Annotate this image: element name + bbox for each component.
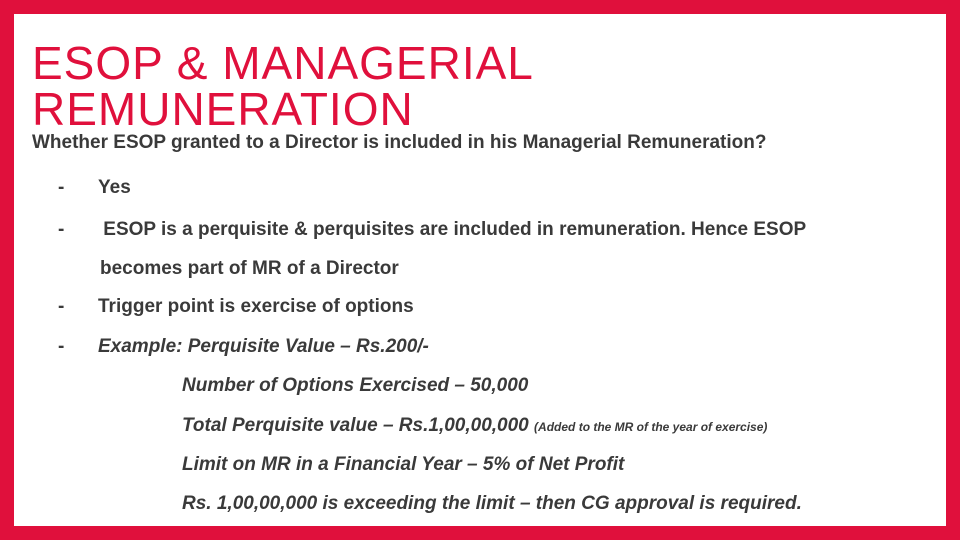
- bullet-text: becomes part of MR of a Director: [100, 258, 399, 279]
- example-line-text: Rs. 1,00,00,000 is exceeding the limit – then CG approval is required.: [182, 493, 802, 514]
- example-line: [182, 454, 624, 476]
- example-line: [182, 415, 767, 437]
- bullet-dash: -: [58, 296, 65, 317]
- bullet-dash: -: [58, 177, 65, 198]
- bullet-text: ESOP is a perquisite & perquisites are included in remuneration. Hence ESOP: [98, 219, 807, 240]
- bullet-item: [58, 219, 806, 241]
- bullet-item: [58, 296, 414, 318]
- bullet-list: [14, 14, 946, 526]
- bullet-text: Yes: [98, 177, 131, 198]
- example-line-note: (Added to the MR of the year of exercise): [534, 420, 768, 434]
- question-text: Whether ESOP granted to a Director is included in his Managerial Remuneration?: [32, 132, 767, 153]
- bullet-continuation: [100, 258, 399, 280]
- slide: [14, 14, 946, 526]
- slide-title: ESOP & MANAGERIAL REMUNERATION: [32, 37, 533, 135]
- example-line: [182, 493, 802, 515]
- example-line: [182, 375, 528, 397]
- bullet-dash: -: [58, 219, 65, 240]
- bullet-text: Trigger point is exercise of options: [98, 296, 414, 317]
- example-line-text: Limit on MR in a Financial Year – 5% of Net Profit: [182, 454, 625, 475]
- bullet-text: Example: Perquisite Value – Rs.200/-: [98, 336, 429, 357]
- bullet-item: [58, 336, 429, 358]
- example-line-text: Number of Options Exercised – 50,000: [182, 375, 529, 396]
- example-line-text: Total Perquisite value – Rs.1,00,00,000: [182, 415, 529, 436]
- bullet-dash: -: [58, 336, 65, 357]
- bullet-item: [58, 177, 131, 199]
